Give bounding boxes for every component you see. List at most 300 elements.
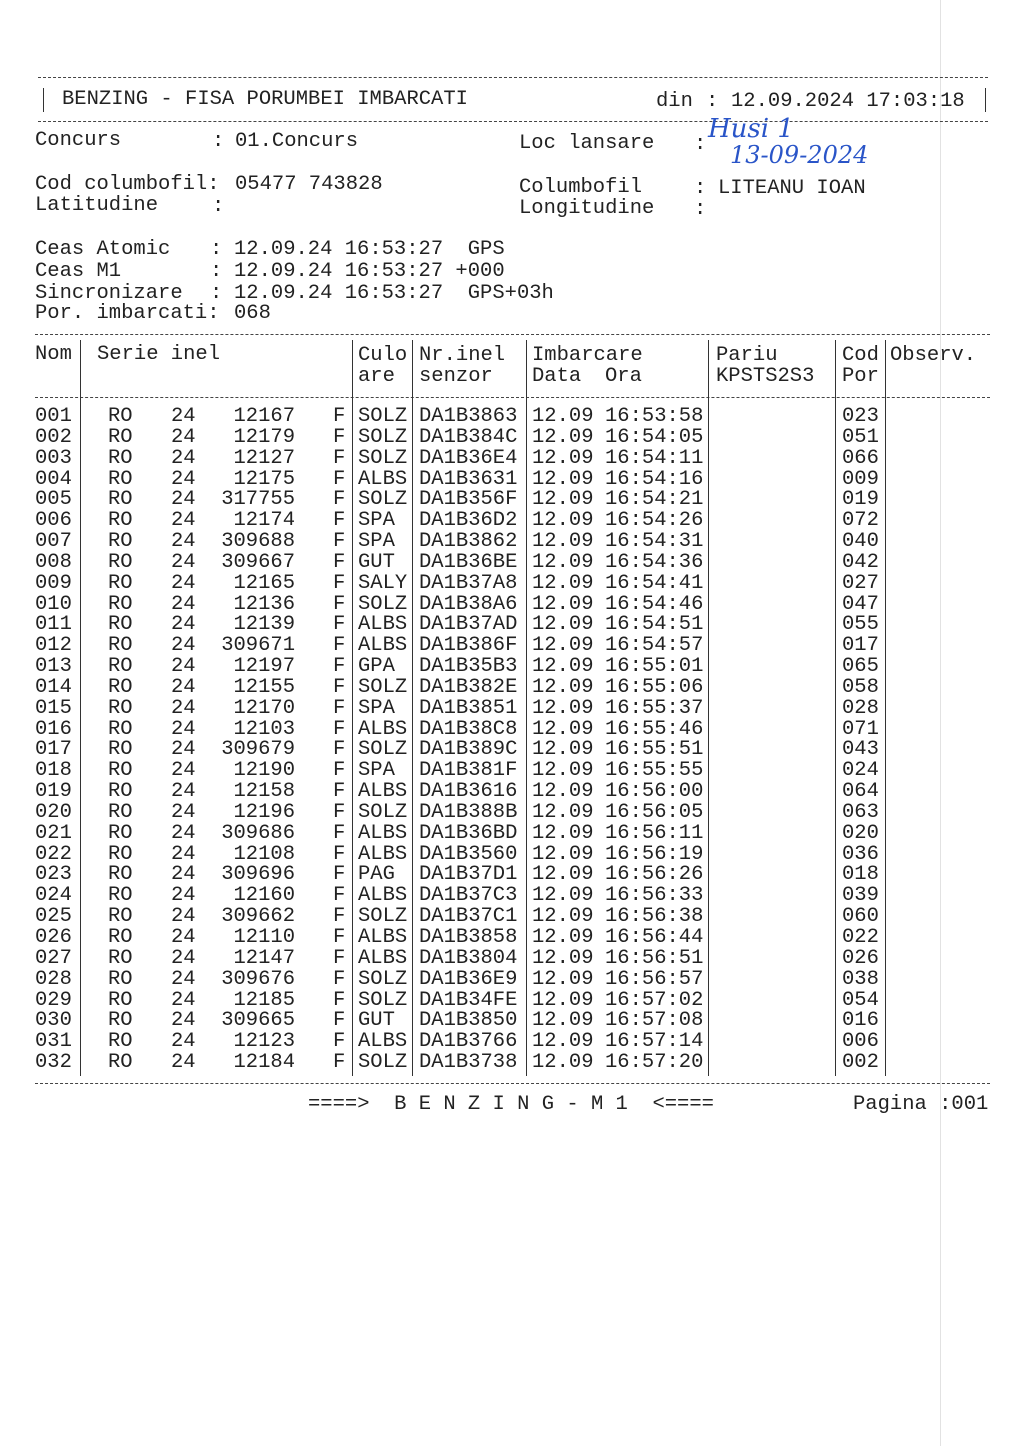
cell-ring-number: 12155 xyxy=(233,675,295,699)
cell-color: SOLZ xyxy=(358,446,408,470)
cell-date: 12.09 xyxy=(532,696,594,720)
cell-country: RO xyxy=(108,738,133,762)
cell-date: 12.09 xyxy=(532,1051,594,1075)
cell-sensor-ring: DA1B3804 xyxy=(419,946,518,970)
cell-time: 16:56:33 xyxy=(605,884,704,908)
cell-sensor-ring: DA1B37C3 xyxy=(419,884,518,908)
cell-ring-number: 12110 xyxy=(233,926,295,949)
cell-year: 24 xyxy=(171,1009,196,1033)
cell-time: 16:57:02 xyxy=(605,988,704,1012)
cell-ring-number: 309662 xyxy=(221,905,295,929)
cell-country: RO xyxy=(108,613,133,637)
cell-date: 12.09 xyxy=(532,759,594,783)
col-header-observ: Observ. xyxy=(890,344,977,367)
cell-ring-number: 12123 xyxy=(233,1030,295,1054)
cell-sex: F xyxy=(333,905,346,929)
column-divider-culoare xyxy=(412,340,413,1076)
date-value: 12.09.2024 17:03:18 xyxy=(731,90,965,113)
document-title: BENZING - FISA PORUMBEI IMBARCATI xyxy=(62,88,468,111)
cell-nom: 021 xyxy=(35,821,72,845)
cell-color: SPA xyxy=(358,759,395,783)
cell-cod-por: 020 xyxy=(842,821,879,845)
cell-country: RO xyxy=(108,571,133,595)
cell-nom: 002 xyxy=(35,425,72,449)
cell-nom: 011 xyxy=(35,613,72,637)
cell-country: RO xyxy=(108,696,133,720)
colon: : xyxy=(210,260,223,283)
cell-nom: 003 xyxy=(35,446,72,470)
cell-cod-por: 039 xyxy=(842,884,879,908)
cell-country: RO xyxy=(108,988,133,1012)
cell-color: SOLZ xyxy=(358,405,408,428)
cell-date: 12.09 xyxy=(532,842,594,866)
cell-date: 12.09 xyxy=(532,655,594,679)
col-header-imbarcare: Imbarcare xyxy=(532,344,643,367)
concurs-value: 01.Concurs xyxy=(235,130,359,153)
scan-artifact-line xyxy=(940,0,941,1446)
cell-color: GUT xyxy=(358,1009,395,1033)
cell-sensor-ring: DA1B3863 xyxy=(419,405,518,428)
cell-color: ALBS xyxy=(358,842,408,866)
column-divider-nom xyxy=(80,340,81,1076)
cell-sensor-ring: DA1B38C8 xyxy=(419,717,518,741)
cell-cod-por: 024 xyxy=(842,759,879,783)
cell-sex: F xyxy=(333,863,346,887)
cell-nom: 009 xyxy=(35,571,72,595)
cell-cod-por: 040 xyxy=(842,530,879,554)
cell-ring-number: 12170 xyxy=(233,696,295,720)
cell-nom: 028 xyxy=(35,967,72,991)
cell-country: RO xyxy=(108,592,133,616)
ceas-m1-label: Ceas M1 xyxy=(35,260,122,283)
cell-year: 24 xyxy=(171,1051,196,1075)
cell-time: 16:56:11 xyxy=(605,821,704,845)
loc-lansare-label: Loc lansare xyxy=(519,132,655,155)
cell-country: RO xyxy=(108,467,133,491)
cell-sensor-ring: DA1B36E4 xyxy=(419,446,518,470)
cell-sensor-ring: DA1B3862 xyxy=(419,530,518,554)
cell-date: 12.09 xyxy=(532,613,594,637)
cell-country: RO xyxy=(108,884,133,908)
cell-year: 24 xyxy=(171,1030,196,1054)
cell-color: ALBS xyxy=(358,926,408,949)
cell-date: 12.09 xyxy=(532,967,594,991)
cell-color: ALBS xyxy=(358,946,408,970)
cell-color: SPA xyxy=(358,509,395,533)
cell-sex: F xyxy=(333,821,346,845)
cell-date: 12.09 xyxy=(532,905,594,929)
cell-sensor-ring: DA1B384C xyxy=(419,425,518,449)
cell-nom: 001 xyxy=(35,405,72,428)
cell-time: 16:54:36 xyxy=(605,550,704,574)
ceas-atomic-value: 12.09.24 16:53:27 GPS xyxy=(234,238,505,261)
cell-cod-por: 058 xyxy=(842,675,879,699)
cell-time: 16:57:08 xyxy=(605,1009,704,1033)
cell-country: RO xyxy=(108,717,133,741)
cell-nom: 019 xyxy=(35,780,72,804)
cell-date: 12.09 xyxy=(532,780,594,804)
column-divider-pariu xyxy=(835,340,836,1076)
cell-sensor-ring: DA1B36BE xyxy=(419,550,518,574)
cell-ring-number: 12139 xyxy=(233,613,295,637)
cod-columbofil-label: Cod columbofil: xyxy=(35,173,220,196)
cell-date: 12.09 xyxy=(532,988,594,1012)
cell-cod-por: 064 xyxy=(842,780,879,804)
cell-nom: 004 xyxy=(35,467,72,491)
cell-sex: F xyxy=(333,1051,346,1075)
cell-color: SOLZ xyxy=(358,425,408,449)
cell-country: RO xyxy=(108,842,133,866)
cell-time: 16:57:20 xyxy=(605,1051,704,1075)
column-divider-serie xyxy=(352,340,353,1076)
cell-country: RO xyxy=(108,759,133,783)
colon: : xyxy=(210,282,223,305)
title-box-right-border xyxy=(985,88,986,112)
cell-time: 16:55:06 xyxy=(605,675,704,699)
colon: : xyxy=(706,90,719,113)
cell-year: 24 xyxy=(171,613,196,637)
cell-ring-number: 309667 xyxy=(221,550,295,574)
cell-sensor-ring: DA1B356F xyxy=(419,488,518,512)
cell-country: RO xyxy=(108,780,133,804)
cell-cod-por: 017 xyxy=(842,634,879,658)
cell-cod-por: 063 xyxy=(842,800,879,824)
loc-lansare-handwritten-place: Husi 1 xyxy=(708,114,794,144)
cell-color: ALBS xyxy=(358,780,408,804)
cell-time: 16:56:38 xyxy=(605,905,704,929)
por-imbarcati-label: Por. imbarcati: xyxy=(35,302,220,325)
cell-year: 24 xyxy=(171,509,196,533)
table-header-separator xyxy=(35,397,990,398)
cell-ring-number: 309665 xyxy=(221,1009,295,1033)
cell-cod-por: 036 xyxy=(842,842,879,866)
cell-country: RO xyxy=(108,863,133,887)
cell-date: 12.09 xyxy=(532,592,594,616)
cell-nom: 015 xyxy=(35,696,72,720)
cell-color: ALBS xyxy=(358,467,408,491)
cell-nom: 005 xyxy=(35,488,72,512)
cell-ring-number: 12196 xyxy=(233,800,295,824)
cell-ring-number: 309679 xyxy=(221,738,295,762)
col-header-nr-inel-2: senzor xyxy=(419,365,493,388)
cell-country: RO xyxy=(108,405,133,428)
cell-time: 16:54:51 xyxy=(605,613,704,637)
cell-time: 16:54:57 xyxy=(605,634,704,658)
cell-time: 16:54:31 xyxy=(605,530,704,554)
cell-date: 12.09 xyxy=(532,1030,594,1054)
cell-ring-number: 12136 xyxy=(233,592,295,616)
cell-sex: F xyxy=(333,967,346,991)
cell-sex: F xyxy=(333,696,346,720)
cell-sensor-ring: DA1B3766 xyxy=(419,1030,518,1054)
cell-sensor-ring: DA1B3631 xyxy=(419,467,518,491)
cell-time: 16:55:51 xyxy=(605,738,704,762)
cell-ring-number: 12185 xyxy=(233,988,295,1012)
ceas-atomic-label: Ceas Atomic xyxy=(35,238,171,261)
cell-year: 24 xyxy=(171,550,196,574)
cell-color: ALBS xyxy=(358,1030,408,1054)
cell-cod-por: 051 xyxy=(842,425,879,449)
cell-date: 12.09 xyxy=(532,488,594,512)
col-header-kpsts2s3: KPSTS2S3 xyxy=(716,365,815,388)
cell-ring-number: 309676 xyxy=(221,967,295,991)
cell-country: RO xyxy=(108,550,133,574)
cell-color: SOLZ xyxy=(358,905,408,929)
cell-nom: 023 xyxy=(35,863,72,887)
cell-year: 24 xyxy=(171,571,196,595)
ceas-m1-value: 12.09.24 16:53:27 +000 xyxy=(234,260,505,283)
cell-sex: F xyxy=(333,946,346,970)
cell-year: 24 xyxy=(171,821,196,845)
cell-color: SOLZ xyxy=(358,592,408,616)
cell-sex: F xyxy=(333,988,346,1012)
table-top-border xyxy=(35,334,990,335)
cell-sex: F xyxy=(333,592,346,616)
cell-color: SOLZ xyxy=(358,800,408,824)
cell-sensor-ring: DA1B35B3 xyxy=(419,655,518,679)
cell-sensor-ring: DA1B3851 xyxy=(419,696,518,720)
cell-year: 24 xyxy=(171,675,196,699)
cell-date: 12.09 xyxy=(532,821,594,845)
col-header-pariu: Pariu xyxy=(716,344,778,367)
cell-country: RO xyxy=(108,946,133,970)
cod-columbofil-value: 05477 743828 xyxy=(235,173,383,196)
cell-sex: F xyxy=(333,738,346,762)
cell-sex: F xyxy=(333,613,346,637)
cell-color: ALBS xyxy=(358,613,408,637)
cell-sex: F xyxy=(333,446,346,470)
date-label: din xyxy=(656,90,693,113)
cell-color: SOLZ xyxy=(358,675,408,699)
cell-sensor-ring: DA1B37AD xyxy=(419,613,518,637)
cell-date: 12.09 xyxy=(532,571,594,595)
cell-sex: F xyxy=(333,926,346,949)
sincronizare-label: Sincronizare xyxy=(35,282,183,305)
cell-cod-por: 006 xyxy=(842,1030,879,1054)
cell-year: 24 xyxy=(171,905,196,929)
cell-color: SPA xyxy=(358,530,395,554)
cell-ring-number: 309671 xyxy=(221,634,295,658)
cell-sex: F xyxy=(333,425,346,449)
cell-sex: F xyxy=(333,550,346,574)
cell-country: RO xyxy=(108,1030,133,1054)
colon: : xyxy=(694,177,707,200)
cell-sensor-ring: DA1B3850 xyxy=(419,1009,518,1033)
cell-time: 16:56:00 xyxy=(605,780,704,804)
cell-nom: 016 xyxy=(35,717,72,741)
cell-ring-number: 317755 xyxy=(221,488,295,512)
cell-country: RO xyxy=(108,1009,133,1033)
cell-sex: F xyxy=(333,509,346,533)
cell-sensor-ring: DA1B36E9 xyxy=(419,967,518,991)
col-header-culoare-1: Culo xyxy=(358,344,408,367)
cell-time: 16:54:16 xyxy=(605,467,704,491)
column-divider-cod xyxy=(885,340,886,1076)
cell-time: 16:57:14 xyxy=(605,1030,704,1054)
cell-time: 16:54:11 xyxy=(605,446,704,470)
cell-nom: 032 xyxy=(35,1051,72,1075)
cell-date: 12.09 xyxy=(532,405,594,428)
cell-date: 12.09 xyxy=(532,926,594,949)
cell-date: 12.09 xyxy=(532,675,594,699)
cell-date: 12.09 xyxy=(532,530,594,554)
cell-cod-por: 065 xyxy=(842,655,879,679)
loc-lansare-handwritten-date: 13-09-2024 xyxy=(730,141,869,169)
col-header-serie-inel: Serie inel xyxy=(97,343,221,366)
cell-time: 16:56:51 xyxy=(605,946,704,970)
cell-year: 24 xyxy=(171,884,196,908)
concurs-label: Concurs xyxy=(35,129,122,152)
cell-sensor-ring: DA1B3858 xyxy=(419,926,518,949)
cell-cod-por: 072 xyxy=(842,509,879,533)
cell-year: 24 xyxy=(171,530,196,554)
cell-color: ALBS xyxy=(358,821,408,845)
cell-country: RO xyxy=(108,1051,133,1075)
cell-sex: F xyxy=(333,842,346,866)
cell-color: GPA xyxy=(358,655,395,679)
cell-cod-por: 071 xyxy=(842,717,879,741)
cell-sex: F xyxy=(333,759,346,783)
title-box-left-border xyxy=(43,88,44,112)
cell-sex: F xyxy=(333,488,346,512)
cell-cod-por: 022 xyxy=(842,926,879,949)
cell-time: 16:53:58 xyxy=(605,405,704,428)
cell-color: SOLZ xyxy=(358,1051,408,1075)
cell-year: 24 xyxy=(171,738,196,762)
cell-nom: 017 xyxy=(35,738,72,762)
cell-cod-por: 060 xyxy=(842,905,879,929)
cell-sensor-ring: DA1B37C1 xyxy=(419,905,518,929)
cell-nom: 007 xyxy=(35,530,72,554)
cell-sex: F xyxy=(333,655,346,679)
colon: : xyxy=(212,130,225,153)
sincronizare-value: 12.09.24 16:53:27 GPS+03h xyxy=(234,282,554,305)
por-imbarcati-value: 068 xyxy=(234,302,271,325)
cell-color: SPA xyxy=(358,696,395,720)
cell-color: ALBS xyxy=(358,717,408,741)
cell-ring-number: 12160 xyxy=(233,884,295,908)
cell-year: 24 xyxy=(171,488,196,512)
cell-ring-number: 12108 xyxy=(233,842,295,866)
cell-country: RO xyxy=(108,446,133,470)
cell-sensor-ring: DA1B37A8 xyxy=(419,571,518,595)
col-header-cod-1: Cod xyxy=(842,344,879,367)
col-header-data: Data xyxy=(532,365,582,388)
cell-nom: 013 xyxy=(35,655,72,679)
cell-nom: 027 xyxy=(35,946,72,970)
cell-sensor-ring: DA1B3738 xyxy=(419,1051,518,1075)
title-box-top-border xyxy=(38,77,988,78)
cell-year: 24 xyxy=(171,842,196,866)
cell-sensor-ring: DA1B34FE xyxy=(419,988,518,1012)
cell-cod-por: 047 xyxy=(842,592,879,616)
cell-sex: F xyxy=(333,1030,346,1054)
columbofil-label: Columbofil xyxy=(519,176,643,199)
cell-ring-number: 12158 xyxy=(233,780,295,804)
cell-year: 24 xyxy=(171,467,196,491)
cell-country: RO xyxy=(108,425,133,449)
cell-color: SOLZ xyxy=(358,967,408,991)
cell-nom: 012 xyxy=(35,634,72,658)
cell-color: PAG xyxy=(358,863,395,887)
cell-nom: 026 xyxy=(35,926,72,949)
cell-year: 24 xyxy=(171,946,196,970)
cell-sex: F xyxy=(333,884,346,908)
cell-nom: 020 xyxy=(35,800,72,824)
cell-time: 16:54:26 xyxy=(605,509,704,533)
column-divider-nr-inel xyxy=(526,340,527,1076)
col-header-nom: Nom xyxy=(35,343,72,366)
cell-time: 16:56:44 xyxy=(605,926,704,949)
cell-date: 12.09 xyxy=(532,467,594,491)
cell-date: 12.09 xyxy=(532,800,594,824)
cell-sensor-ring: DA1B3616 xyxy=(419,780,518,804)
cell-date: 12.09 xyxy=(532,550,594,574)
cell-time: 16:55:46 xyxy=(605,717,704,741)
column-divider-imbarcare xyxy=(708,340,709,1076)
col-header-cod-2: Por xyxy=(842,365,879,388)
cell-country: RO xyxy=(108,655,133,679)
cell-country: RO xyxy=(108,821,133,845)
cell-cod-por: 019 xyxy=(842,488,879,512)
cell-year: 24 xyxy=(171,425,196,449)
cell-time: 16:56:19 xyxy=(605,842,704,866)
cell-date: 12.09 xyxy=(532,1009,594,1033)
cell-year: 24 xyxy=(171,696,196,720)
cell-date: 12.09 xyxy=(532,425,594,449)
cell-sensor-ring: DA1B3560 xyxy=(419,842,518,866)
footer-banner: ====> B E N Z I N G - M 1 <==== xyxy=(308,1093,714,1116)
cell-date: 12.09 xyxy=(532,884,594,908)
cell-nom: 008 xyxy=(35,550,72,574)
cell-year: 24 xyxy=(171,800,196,824)
cell-sensor-ring: DA1B37D1 xyxy=(419,863,518,887)
cell-nom: 018 xyxy=(35,759,72,783)
cell-time: 16:56:05 xyxy=(605,800,704,824)
cell-ring-number: 12184 xyxy=(233,1051,295,1075)
cell-cod-por: 055 xyxy=(842,613,879,637)
cell-ring-number: 12167 xyxy=(233,405,295,428)
cell-sensor-ring: DA1B389C xyxy=(419,738,518,762)
cell-nom: 014 xyxy=(35,675,72,699)
cell-sex: F xyxy=(333,780,346,804)
cell-color: ALBS xyxy=(358,884,408,908)
table-bottom-border xyxy=(35,1083,990,1084)
cell-sensor-ring: DA1B381F xyxy=(419,759,518,783)
cell-cod-por: 018 xyxy=(842,863,879,887)
cell-sex: F xyxy=(333,675,346,699)
cell-ring-number: 12197 xyxy=(233,655,295,679)
cell-date: 12.09 xyxy=(532,446,594,470)
cell-nom: 031 xyxy=(35,1030,72,1054)
cell-sensor-ring: DA1B38A6 xyxy=(419,592,518,616)
cell-sensor-ring: DA1B36BD xyxy=(419,821,518,845)
cell-year: 24 xyxy=(171,926,196,949)
cell-ring-number: 309696 xyxy=(221,863,295,887)
cell-year: 24 xyxy=(171,634,196,658)
cell-year: 24 xyxy=(171,988,196,1012)
cell-cod-por: 038 xyxy=(842,967,879,991)
cell-cod-por: 043 xyxy=(842,738,879,762)
cell-color: SOLZ xyxy=(358,488,408,512)
cell-ring-number: 309688 xyxy=(221,530,295,554)
cell-year: 24 xyxy=(171,446,196,470)
cell-cod-por: 054 xyxy=(842,988,879,1012)
cell-time: 16:54:46 xyxy=(605,592,704,616)
cell-time: 16:54:21 xyxy=(605,488,704,512)
colon: : xyxy=(210,238,223,261)
cell-year: 24 xyxy=(171,967,196,991)
